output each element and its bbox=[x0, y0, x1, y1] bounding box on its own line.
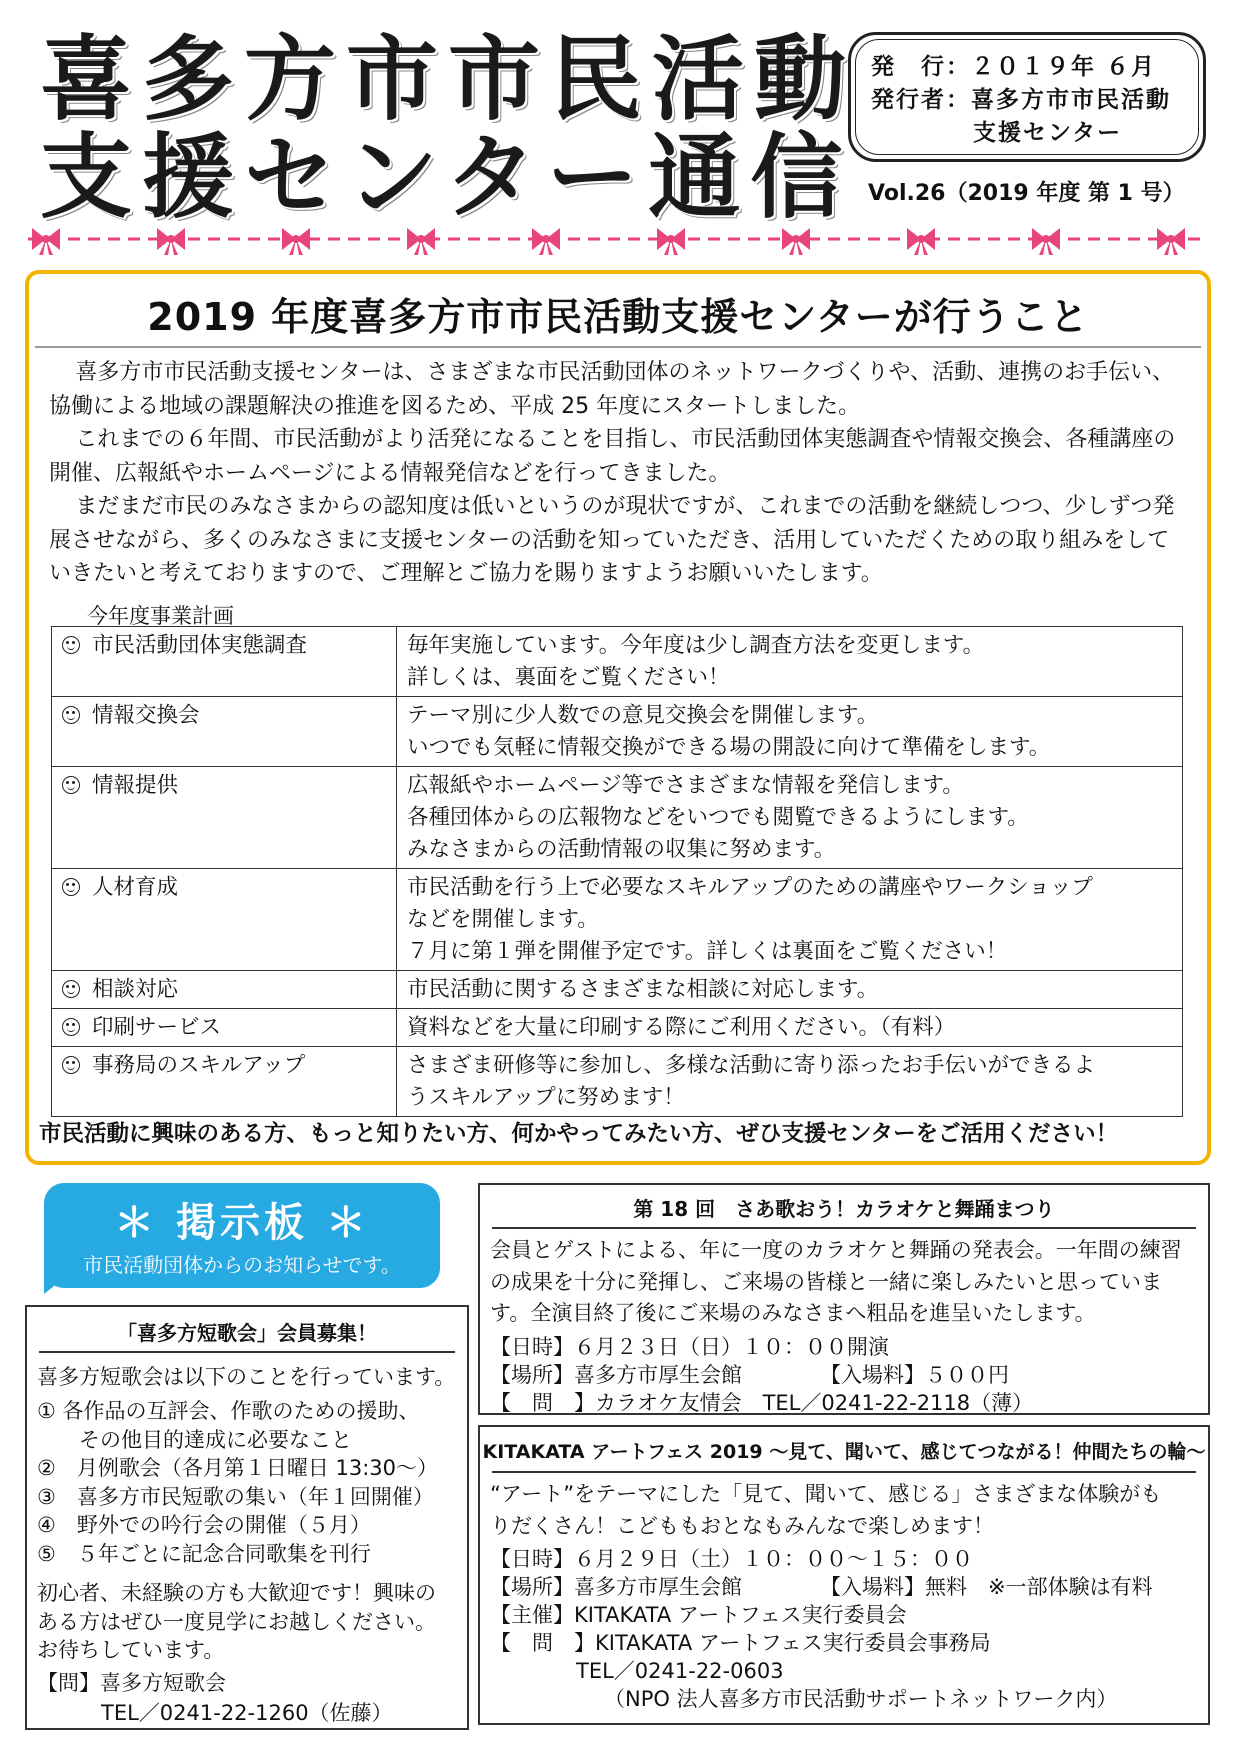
plan-item-label: 人材育成 bbox=[92, 875, 179, 900]
karaoke-date: 【日時】６月２３日（日）１０：００開演 bbox=[490, 1335, 889, 1359]
intro-paragraph: これまでの６年間、市民活動がより活発になることを目指し、市民活動団体実態調査や情報交換会、各種講座の開催、広報紙やホームページによる情報発信などを行ってきました。 bbox=[49, 427, 1176, 486]
issue-label: 発 行： bbox=[871, 54, 971, 80]
plan-item-label: 情報交換会 bbox=[92, 703, 200, 728]
volume-number: Vol.26（2019 年度 第 1 号） bbox=[868, 181, 1185, 206]
plan-item-name bbox=[52, 697, 397, 767]
ribbon-bow-icon bbox=[407, 228, 435, 255]
plan-item-name bbox=[52, 627, 397, 697]
tanka-item: ① 各作品の互評会、作歌のための援助、 bbox=[37, 1399, 420, 1423]
tanka-item: ③ 喜多方市民短歌の集い（年１回開催） bbox=[37, 1484, 434, 1509]
ribbon-bow-icon bbox=[282, 228, 310, 255]
tanka-note-line: お待ちしています。 bbox=[37, 1638, 225, 1662]
plan-description-line: などを開催します。 bbox=[407, 907, 599, 932]
plan-item-description bbox=[397, 627, 1183, 697]
plan-caption: 今年度事業計画 bbox=[87, 604, 234, 628]
plan-row bbox=[52, 869, 1183, 971]
tanka-item: ② 月例歌会（各月第１日曜日 13:30～） bbox=[37, 1456, 439, 1480]
plan-description-line: テーマ別に少人数での意見交換会を開催します。 bbox=[407, 703, 879, 728]
ribbon-bow-icon bbox=[907, 228, 935, 255]
artfes-host: 【主催】KITAKATA アートフェス実行委員会 bbox=[490, 1603, 907, 1627]
smiley-icon bbox=[62, 776, 80, 794]
tanka-items bbox=[37, 1397, 438, 1568]
artfes-fee: 【入場料】無料 ※一部体験は有料 bbox=[820, 1575, 1153, 1599]
bulletin-subtitle: 市民活動団体からのお知らせです。 bbox=[83, 1253, 401, 1277]
karaoke-contact: 【 問 】カラオケ友情会 TEL／0241-22-2118（薄） bbox=[490, 1391, 1034, 1415]
plan-description-line: さまざま研修等に参加し、多様な活動に寄り添ったお手伝いができるよ bbox=[407, 1053, 1096, 1078]
publication-info-box bbox=[848, 32, 1206, 162]
karaoke-notice-box bbox=[478, 1183, 1210, 1415]
artfes-body bbox=[490, 1479, 1161, 1542]
artfes-contact: 【 問 】KITAKATA アートフェス実行委員会事務局 bbox=[490, 1631, 991, 1655]
ribbon-bow-icon bbox=[1032, 228, 1060, 255]
ribbon-bow-icon bbox=[32, 228, 60, 255]
main-section-title: 2019 年度喜多方市市民活動支援センターが行うこと bbox=[147, 295, 1089, 339]
smiley-icon bbox=[62, 636, 80, 654]
smiley-icon bbox=[62, 878, 80, 896]
plan-item-description bbox=[397, 1047, 1183, 1117]
plan-description-line: みなさまからの活動情報の収集に努めます。 bbox=[407, 837, 836, 862]
tanka-contact-label: 【問】喜多方短歌会 bbox=[37, 1671, 226, 1695]
tanka-item: その他目的達成に必要なこと bbox=[37, 1427, 352, 1452]
artfes-date: 【日時】６月２９日（土）１０：００～１５：００ bbox=[490, 1547, 973, 1571]
smiley-icon bbox=[62, 1018, 80, 1036]
tanka-notice-box bbox=[25, 1305, 469, 1730]
plan-item-name bbox=[52, 767, 397, 869]
artfes-org: （NPO 法人喜多方市民活動サポートネットワーク内） bbox=[604, 1687, 1118, 1711]
main-section-frame bbox=[25, 270, 1211, 1165]
plan-description-line: 詳しくは、裏面をご覧ください！ bbox=[407, 665, 730, 690]
plan-item-name bbox=[52, 869, 397, 971]
artfes-place: 【場所】喜多方市厚生会館 bbox=[490, 1575, 742, 1599]
newsletter-title-line1: 喜多方市市民活動 bbox=[40, 26, 857, 133]
smiley-icon bbox=[62, 706, 80, 724]
plan-description-line: 毎年実施しています。今年度は少し調査方法を変更します。 bbox=[407, 633, 985, 658]
tanka-item: ④ 野外での吟行会の開催（５月） bbox=[37, 1513, 371, 1537]
plan-item-label: 情報提供 bbox=[92, 773, 179, 798]
plan-description-line: 市民活動を行う上で必要なスキルアップのための講座やワークショップ bbox=[407, 875, 1093, 900]
karaoke-body-line: 会員とゲストによる、年に一度のカラオケと舞踊の発表会。一年間の練習 bbox=[490, 1238, 1182, 1262]
ribbon-bow-icon bbox=[657, 228, 685, 255]
plan-row bbox=[52, 767, 1183, 869]
plan-description-line: 広報紙やホームページ等でさまざまな情報を発信します。 bbox=[407, 773, 964, 798]
bubble-tail bbox=[44, 1270, 74, 1294]
tanka-title: 「喜多方短歌会」会員募集！ bbox=[117, 1321, 377, 1345]
artfes-title: KITAKATA アートフェス 2019 ～見て、聞いて、感じてつながる！仲間たちの輪～ bbox=[482, 1441, 1206, 1463]
plan-table bbox=[51, 626, 1183, 1117]
ribbon-bow-icon bbox=[1157, 228, 1185, 255]
publisher-line1: 喜多方市市民活動 bbox=[971, 87, 1171, 113]
plan-item-label: 市民活動団体実態調査 bbox=[92, 633, 308, 658]
plan-row bbox=[52, 697, 1183, 767]
karaoke-place: 【場所】喜多方市厚生会館 bbox=[490, 1363, 742, 1387]
ribbon-bow-icon bbox=[532, 228, 560, 255]
artfes-body-line: りだくさん！こどももおとなもみんなで楽しめます！ bbox=[490, 1513, 994, 1538]
plan-item-description bbox=[397, 697, 1183, 767]
publisher-line2: 支援センター bbox=[973, 120, 1123, 146]
plan-item-label: 印刷サービス bbox=[92, 1015, 222, 1040]
tanka-intro: 喜多方短歌会は以下のことを行っています。 bbox=[37, 1365, 456, 1389]
intro-paragraph: まだまだ市民のみなさまからの認知度は低いというのが現状ですが、これまでの活動を継続しつつ、少しずつ発展させながら、多くのみなさまに支援センターの活動を知っていただき、活用していただくための取り組みをしていきたいと考えておりますので、ご理解とご協力を賜りますようお願いいたします。 bbox=[49, 494, 1175, 586]
karaoke-title: 第 18 回 さあ歌おう！カラオケと舞踊まつり bbox=[633, 1197, 1055, 1221]
karaoke-body-line: の成果を十分に発揮し、ご来場の皆様と一緒に楽しみたいと思っていま bbox=[490, 1269, 1162, 1294]
tanka-item: ⑤ ５年ごとに記念合同歌集を刊行 bbox=[37, 1541, 371, 1566]
bulletin-title: ＊ 掲示板 ＊ bbox=[114, 1200, 370, 1246]
plan-description-line: 市民活動に関するさまざまな相談に対応します。 bbox=[407, 977, 879, 1002]
plan-description-line: ７月に第１弾を開催予定です。詳しくは裏面をご覧ください！ bbox=[407, 939, 1008, 964]
smiley-icon bbox=[62, 980, 80, 998]
title-divider bbox=[35, 346, 1201, 348]
bulletin-header bbox=[44, 1183, 440, 1288]
plan-item-description bbox=[397, 767, 1183, 869]
plan-row bbox=[52, 1009, 1183, 1047]
ribbon-bow-icon bbox=[157, 228, 185, 255]
karaoke-body bbox=[490, 1235, 1182, 1330]
plan-row bbox=[52, 627, 1183, 697]
plan-item-description bbox=[397, 1009, 1183, 1047]
smiley-icon bbox=[62, 1056, 80, 1074]
plan-item-description bbox=[397, 869, 1183, 971]
plan-row bbox=[52, 971, 1183, 1009]
closing-message: 市民活動に興味のある方、もっと知りたい方、何かやってみたい方、ぜひ支援センターをご活用ください！ bbox=[39, 1121, 1119, 1147]
artfes-notice-box bbox=[478, 1425, 1210, 1725]
karaoke-body-line: す。全演目終了後にご来場のみなさまへ粗品を進呈いたします。 bbox=[490, 1301, 1096, 1325]
plan-item-description bbox=[397, 971, 1183, 1009]
plan-item-name bbox=[52, 971, 397, 1009]
ribbon-bow-icon bbox=[782, 228, 810, 255]
intro-paragraph: 喜多方市市民活動支援センターは、さまざまな市民活動団体のネットワークづくりや、活動、連携のお手伝い、協働による地域の課題解決の推進を図るため、平成 25 年度にスタートしました。 bbox=[49, 360, 1175, 419]
intro-text bbox=[49, 356, 1189, 591]
issue-date: ２０１９年 ６月 bbox=[971, 54, 1157, 80]
tanka-note-line: 初心者、未経験の方も大歓迎です！興味の bbox=[37, 1581, 436, 1605]
tanka-note bbox=[37, 1579, 436, 1665]
tanka-note-line: ある方はぜひ一度見学にお越しください。 bbox=[37, 1609, 436, 1634]
publisher-label: 発行者： bbox=[871, 87, 971, 113]
plan-item-name bbox=[52, 1009, 397, 1047]
ribbon-divider bbox=[28, 222, 1208, 256]
artfes-tel: TEL／0241-22-0603 bbox=[576, 1659, 784, 1683]
newsletter-title-line2: 支援センター通信 bbox=[40, 124, 853, 231]
artfes-body-line: “アート”をテーマにした「見て、聞いて、感じる」さまざまな体験がも bbox=[490, 1482, 1162, 1506]
plan-description-line: 資料などを大量に印刷する際にご利用ください。（有料） bbox=[407, 1015, 956, 1040]
plan-item-label: 相談対応 bbox=[92, 977, 179, 1002]
plan-item-name bbox=[52, 1047, 397, 1117]
plan-description-line: いつでも気軽に情報交換ができる場の開設に向けて準備をします。 bbox=[407, 735, 1051, 760]
tanka-contact-tel: TEL／0241-22-1260（佐藤） bbox=[101, 1701, 393, 1725]
karaoke-fee: 【入場料】５００円 bbox=[820, 1363, 1009, 1387]
plan-description-line: うスキルアップに努めます！ bbox=[407, 1085, 685, 1110]
plan-item-label: 事務局のスキルアップ bbox=[92, 1053, 306, 1078]
plan-description-line: 各種団体からの広報物などをいつでも閲覧できるようにします。 bbox=[407, 805, 1029, 830]
plan-row bbox=[52, 1047, 1183, 1117]
